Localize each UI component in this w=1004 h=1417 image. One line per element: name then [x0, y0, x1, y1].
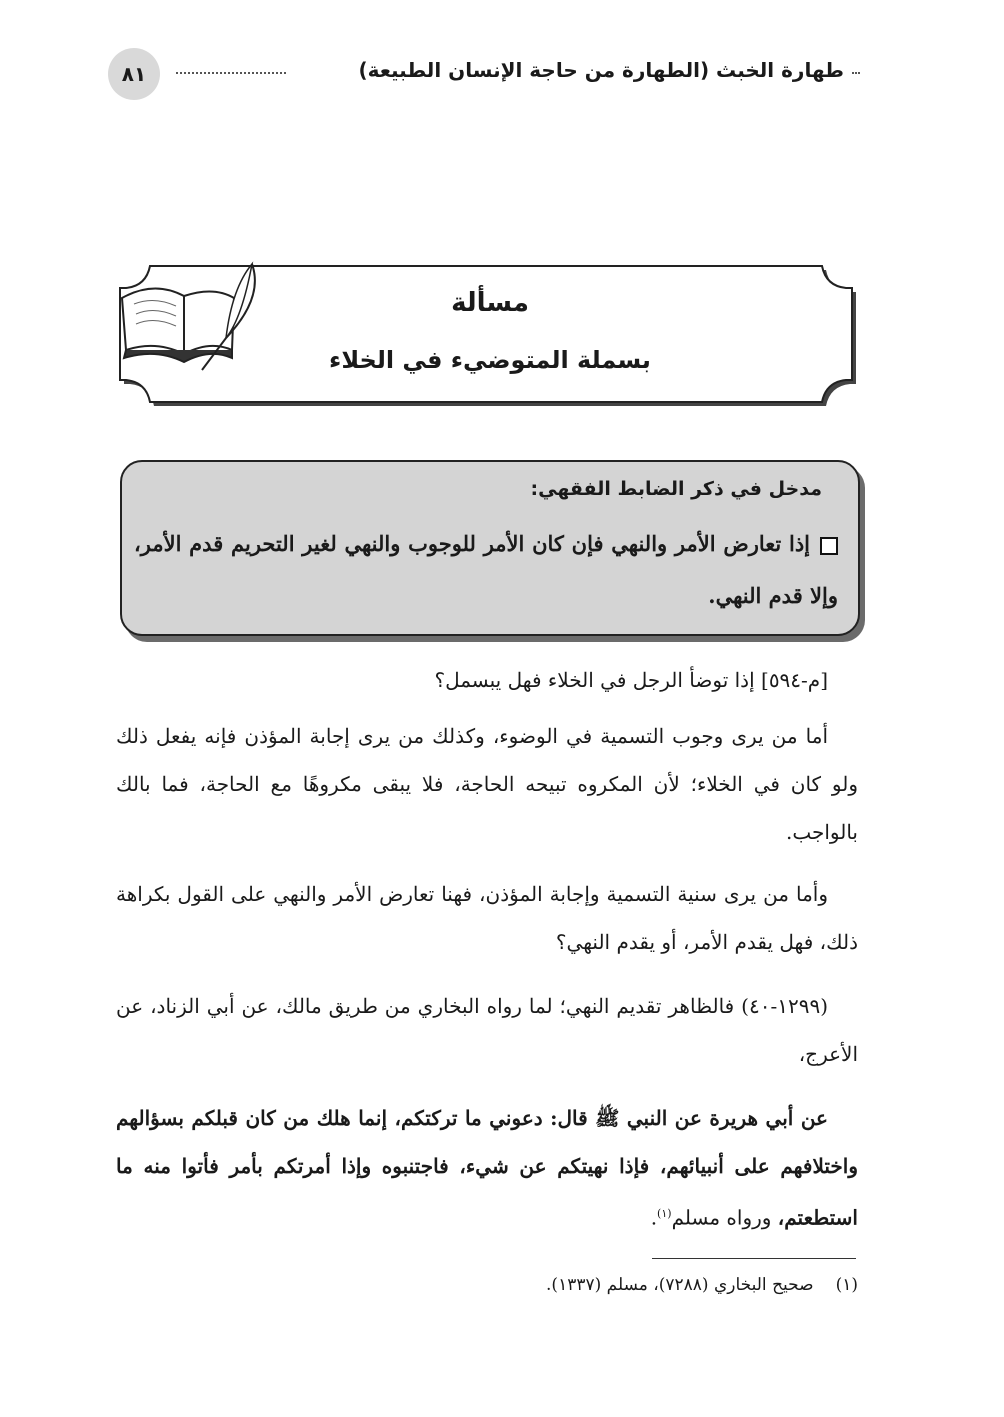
paragraph-2-text: وأما من يرى سنية التسمية وإجابة المؤذن، فهنا تعارض الأمر والنهي على القول بكراهة ذلك، فهل يقدم الأمر، أو يقدم النهي؟ — [116, 882, 858, 954]
hadith-tail-text: ورواه مسلم — [671, 1205, 778, 1230]
rule-heading: مدخل في ذكر الضابط الفقهي: — [530, 478, 822, 500]
footnote-divider — [652, 1258, 856, 1259]
footnote — [546, 1275, 858, 1295]
paragraph-1 — [116, 712, 858, 856]
dot-leader-left — [176, 72, 286, 74]
rule-box — [120, 460, 860, 636]
paragraph-3-text: (١٢٩٩-٤٠) فالظاهر تقديم النهي؛ لما رواه البخاري من طريق مالك، عن أبي الزناد، عن الأعرج، — [116, 994, 858, 1066]
paragraph-1-text: أما من يرى وجوب التسمية في الوضوء، وكذلك من يرى إجابة المؤذن فإنه يفعل ذلك ولو كان في الخلاء؛ لأن المكروه تبيحه الحاجة، فلا يبقى مكروهًا مع الحاجة، فما بالك بالواجب. — [116, 724, 858, 844]
page-number: ٨١ — [108, 48, 160, 100]
hadith-end: . — [650, 1205, 658, 1230]
question-text: [م-٥٩٤] إذا توضأ الرجل في الخلاء فهل يبسمل؟ — [434, 668, 828, 692]
book-quill-icon — [114, 258, 264, 378]
checkbox-icon — [820, 537, 838, 555]
paragraph-2 — [116, 870, 858, 966]
hadith-paragraph — [116, 1094, 858, 1242]
section-title-box — [114, 258, 860, 410]
footnote-number: (١) — [835, 1275, 858, 1295]
footnote-ref[interactable]: (١) — [657, 1207, 672, 1220]
hadith-bold-text: عن أبي هريرة عن النبي ﷺ قال: دعوني ما تركتكم، إنما هلك من كان قبلكم بسؤالهم واختلافهم على أنبيائهم، فإذا نهيتكم عن شيء، فاجتنبوه وإذا أمرتكم بأمر فأتوا منه ما استطعتم، — [116, 1106, 858, 1230]
rule-text: إذا تعارض الأمر والنهي فإن كان الأمر للوجوب والنهي لغير التحريم قدم الأمر، وإلا قدم النهي. — [134, 531, 838, 608]
rule-text-block — [134, 518, 838, 622]
section-label: مسألة — [451, 288, 529, 318]
paragraph-3 — [116, 982, 858, 1078]
footnote-text: صحيح البخاري (٧٢٨٨)، مسلم (١٣٣٧). — [546, 1275, 814, 1295]
running-title: طهارة الخبث (الطهارة من حاجة الإنسان الطبيعة) — [358, 58, 844, 82]
question-paragraph — [116, 656, 858, 704]
section-title: بسملة المتوضيء في الخلاء — [329, 346, 651, 374]
dot-leader-right — [852, 72, 860, 74]
hadith-text — [116, 1094, 858, 1242]
page-header — [108, 48, 848, 98]
